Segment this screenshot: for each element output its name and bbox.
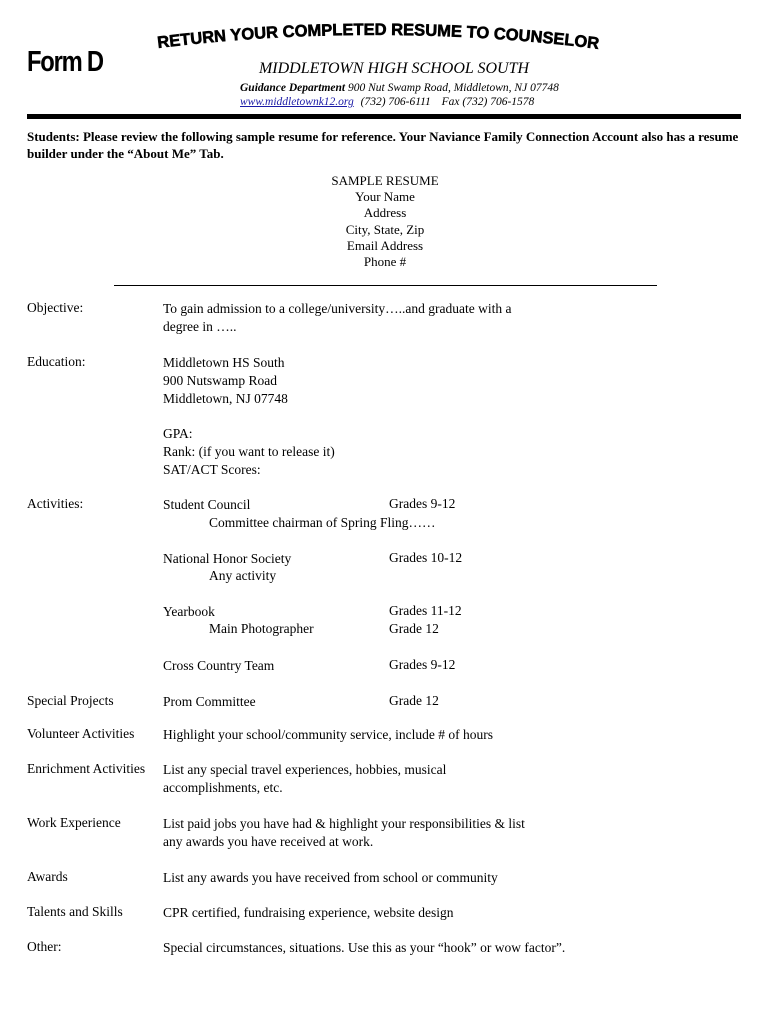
sample-resume-header: [0, 173, 770, 270]
education-address: [163, 354, 288, 408]
objective-line-2: degree in …..: [163, 319, 237, 334]
activity-name: Yearbook: [163, 604, 215, 619]
website-link[interactable]: www.middletownk12.org: [240, 96, 354, 108]
talents-text: CPR certified, fundraising experience, website design: [163, 905, 454, 920]
activity-grades: Grades 9-12: [389, 496, 456, 511]
education-rank: Rank: (if you want to release it): [163, 444, 335, 459]
activities-label: Activities:: [27, 496, 84, 511]
work-line-2: any awards you have received at work.: [163, 834, 374, 849]
form-label: Form D: [27, 46, 103, 78]
phone-number: (732) 706-6111: [360, 96, 431, 108]
education-scores: [163, 425, 335, 479]
work-line-1: List paid jobs you have had & highlight your responsibilities & list: [163, 816, 525, 831]
education-street: 900 Nutswamp Road: [163, 373, 277, 388]
contact-line: [240, 96, 534, 108]
banner-text: RETURN YOUR COMPLETED RESUME TO COUNSELOR: [156, 20, 601, 53]
activity-detail: Main Photographer: [209, 621, 314, 636]
objective-line-1: To gain admission to a college/university…..and graduate with a: [163, 301, 512, 316]
awards-text: List any awards you have received from school or community: [163, 870, 498, 885]
school-address: 900 Nut Swamp Road, Middletown, NJ 07748: [347, 82, 559, 94]
fax-number: Fax (732) 706-1578: [441, 96, 535, 108]
students-notice: Students: Please review the following sample resume for reference. Your Naviance Family Connection Account also has a resume builder under the “About Me” Tab.: [27, 129, 739, 161]
sample-email: Email Address: [346, 237, 424, 253]
special-projects-grades: Grade 12: [389, 693, 439, 708]
other-text: Special circumstances, situations. Use this as your “hook” or wow factor”.: [163, 940, 566, 955]
work-experience-label: Work Experience: [27, 815, 121, 830]
special-projects-text: Prom Committee: [163, 694, 256, 709]
education-label: Education:: [27, 354, 86, 369]
special-projects-label: Special Projects: [27, 693, 114, 708]
volunteer-text: Highlight your school/community service, include # of hours: [163, 727, 493, 742]
school-name: MIDDLETOWN HIGH SCHOOL SOUTH: [258, 60, 530, 77]
other-label: Other:: [27, 939, 62, 954]
sample-name: Your Name: [355, 189, 415, 205]
talents-label: Talents and Skills: [27, 904, 123, 919]
activity-grades-secondary: Grade 12: [389, 621, 439, 636]
enrichment-label: Enrichment Activities: [27, 761, 146, 776]
objective-text: [163, 300, 511, 336]
guidance-line: [240, 82, 559, 94]
sample-title: SAMPLE RESUME: [331, 173, 439, 188]
education-gpa: GPA:: [163, 426, 193, 441]
activity-name: Student Council: [163, 497, 251, 512]
enrichment-text: [163, 761, 446, 797]
work-experience-text: [163, 815, 525, 851]
resume-divider: [114, 285, 657, 286]
enrichment-line-2: accomplishments, etc.: [163, 780, 283, 795]
svg-text:RETURN YOUR COMPLETED RESUME T: [156, 21, 600, 53]
sample-address: Address: [363, 205, 407, 221]
enrichment-line-1: List any special travel experiences, hobbies, musical: [163, 762, 447, 777]
education-city: Middletown, NJ 07748: [163, 391, 288, 406]
activity-grades: Grades 10-12: [389, 550, 463, 565]
sample-phone: Phone #: [363, 254, 407, 270]
education-school: Middletown HS South: [163, 355, 285, 370]
department-name: Guidance Department: [240, 82, 346, 94]
header-divider: [27, 114, 741, 119]
return-resume-banner: [150, 18, 630, 62]
activity-detail: Any activity: [209, 568, 277, 583]
activity-name: National Honor Society: [163, 551, 292, 566]
volunteer-label: Volunteer Activities: [27, 726, 135, 741]
activity-grades: Grades 9-12: [389, 657, 456, 672]
activity-name: Cross Country Team: [163, 658, 275, 673]
activity-grades: Grades 11-12: [389, 603, 462, 618]
activity-detail: Committee chairman of Spring Fling……: [209, 515, 436, 530]
awards-label: Awards: [27, 869, 68, 884]
objective-label: Objective:: [27, 300, 84, 315]
education-sat-act: SAT/ACT Scores:: [163, 462, 261, 477]
sample-city: City, State, Zip: [345, 221, 425, 237]
